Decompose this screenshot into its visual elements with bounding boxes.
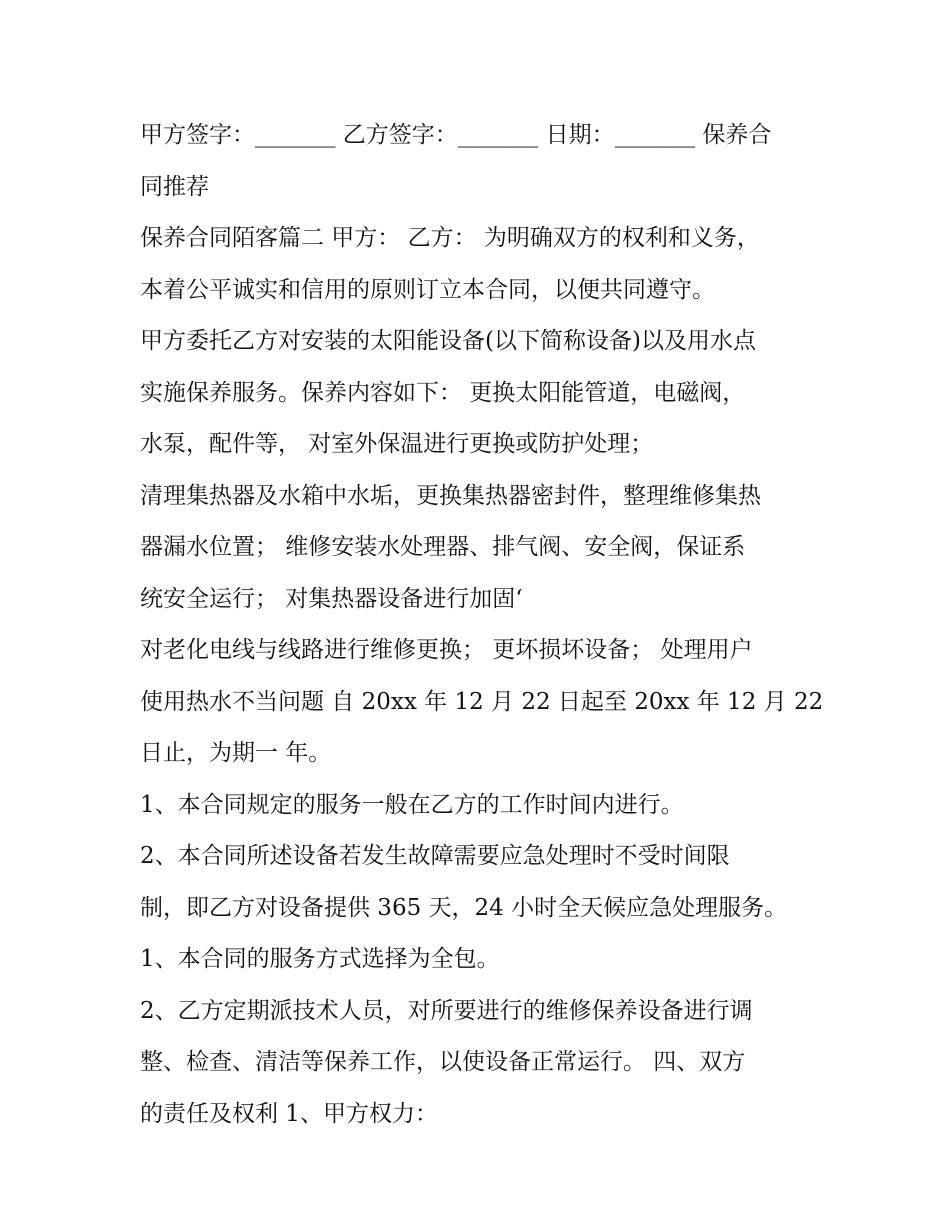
document-body: [140, 110, 824, 1140]
text-line-12: 使用热水不当问题 自 20xx 年 12 月 22 日起至 20xx 年 12 月 22: [140, 688, 824, 715]
text-line-13: 日止，为期一 年。: [140, 740, 332, 766]
text-line-5: 甲方委托乙方对安装的太阳能设备(以下简称设备)以及用水点: [140, 328, 756, 354]
text-line-8: 清理集热器及水箱中水垢，更换集热器密封件，整理维修集热: [140, 482, 761, 509]
text-line-7: 水泵，配件等， 对室外保温进行更换或防护处理；: [140, 431, 654, 457]
text-line-2: 同推荐: [140, 173, 209, 200]
text-line-15: 2、本合同所述设备若发生故障需要应急处理时不受时间限: [140, 843, 730, 869]
text-line-6: 实施保养服务。保养内容如下： 更换太阳能管道，电磁阀，: [140, 379, 746, 406]
text-line-11: 对老化电线与线路进行维修更换； 更坏损坏设备； 处理用户: [140, 637, 753, 663]
text-line-18: 2、乙方定期派技术人员，对所要进行的维修保养设备进行调: [140, 997, 753, 1024]
text-line-4: 本着公平诚实和信用的原则订立本合同，以便共同遵守。: [140, 276, 715, 303]
text-line-9: 器漏水位置； 维修安装水处理器、排气阀、安全阀，保证系: [140, 534, 746, 560]
text-line-17: 1、本合同的服务方式选择为全包。: [140, 946, 500, 972]
text-line-16: 制，即乙方对设备提供 365 天，24 小时全天候应急处理服务。: [140, 894, 788, 921]
text-line-10: 统安全运行； 对集热器设备进行加固‘: [140, 585, 523, 612]
text-line-14: 1、本合同规定的服务一般在乙方的工作时间内进行。: [140, 791, 684, 818]
text-line-1: 甲方签字：_______ 乙方签字：_______ 日期：_______ 保养合: [140, 122, 772, 148]
text-line-3: 保养合同陌客篇二 甲方： 乙方： 为明确双方的权利和义务，: [140, 225, 760, 251]
text-line-20: 的责任及权利 1、甲方权力：: [140, 1100, 438, 1127]
text-line-19: 整、检查、清洁等保养工作，以使设备正常运行。 四、双方: [140, 1049, 746, 1075]
